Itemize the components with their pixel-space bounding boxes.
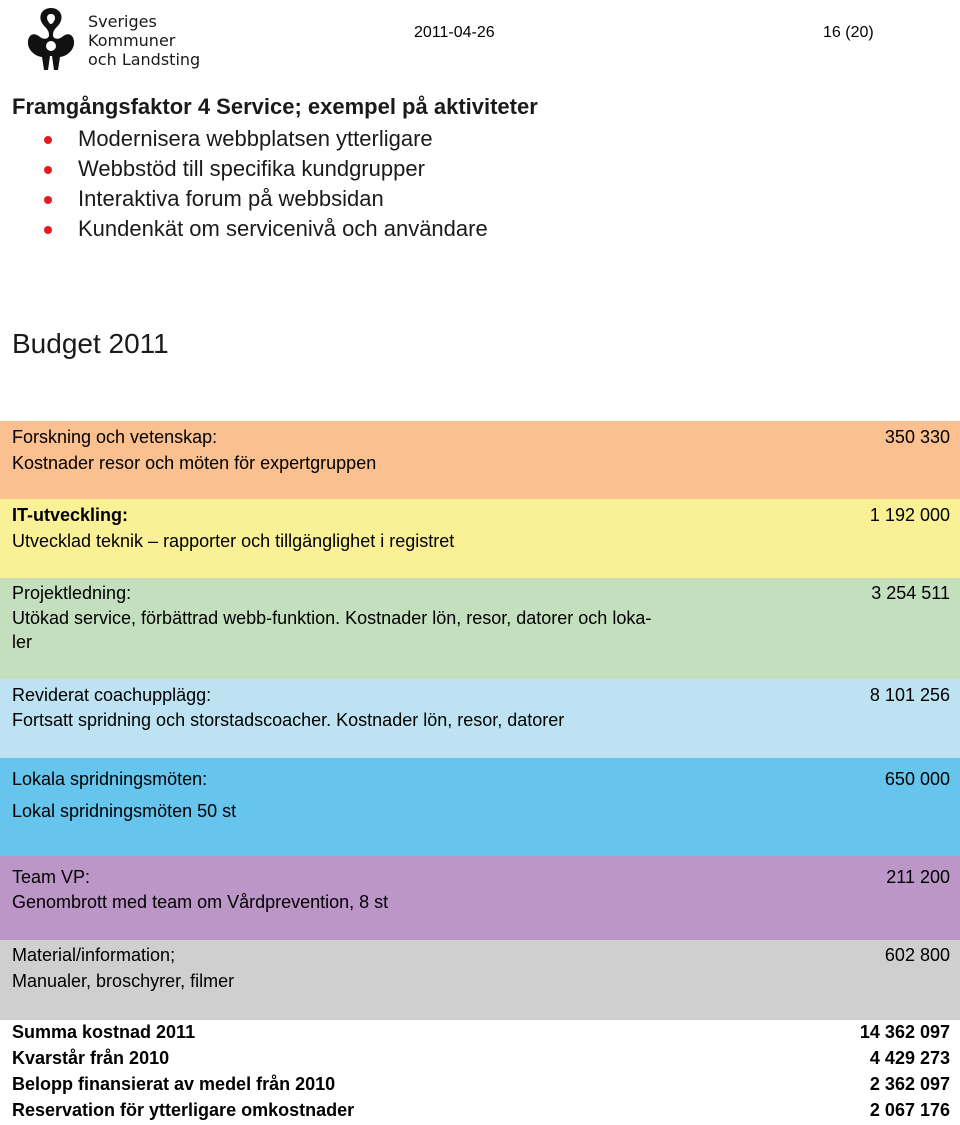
budget-item-title: Forskning och vetenskap: xyxy=(12,427,218,447)
budget-item-description: Lokal spridningsmöten 50 st xyxy=(12,801,237,821)
summary-value: 14 362 097 xyxy=(859,1022,950,1042)
budget-item-description-cont: ler xyxy=(12,632,33,652)
activity-item xyxy=(40,154,488,184)
budget-item-coachupplagg xyxy=(0,679,960,758)
activity-text: Kundenkät om servicenivå och användare xyxy=(78,216,488,241)
bullet-icon xyxy=(44,226,52,234)
summary-label: Belopp finansierat av medel från 2010 xyxy=(12,1074,336,1094)
bullet-icon xyxy=(44,196,52,204)
logo-line-3: och Landsting xyxy=(88,50,201,69)
logo-line-2: Kommuner xyxy=(88,31,176,50)
summary-label: Summa kostnad 2011 xyxy=(12,1022,196,1042)
summary-label: Kvarstår från 2010 xyxy=(12,1048,170,1068)
budget-item-description: Kostnader resor och möten för expertgruppen xyxy=(12,453,377,473)
skl-logo xyxy=(22,4,207,74)
summary-row xyxy=(0,1046,960,1072)
summary-row xyxy=(0,1020,960,1046)
summary-row xyxy=(0,1098,960,1124)
budget-item-title: Lokala spridningsmöten: xyxy=(12,769,208,789)
budget-item-amount: 350 330 xyxy=(884,427,950,447)
budget-item-title: Reviderat coachupplägg: xyxy=(12,685,212,705)
activity-item xyxy=(40,124,488,154)
activity-item xyxy=(40,184,488,214)
budget-item-amount: 3 254 511 xyxy=(871,583,950,603)
budget-item-title: Material/information; xyxy=(12,945,176,965)
bullet-icon xyxy=(44,136,52,144)
page-number: 16 (20) xyxy=(823,24,874,41)
skl-logo-wordmark xyxy=(88,12,200,69)
budget-item-description: Utökad service, förbättrad webb-funktion. Kostnader lön, resor, datorer och loka- xyxy=(12,608,652,628)
budget-item-material xyxy=(0,940,960,1020)
document-date: 2011-04-26 xyxy=(414,24,495,41)
budget-item-description: Genombrott med team om Vårdprevention, 8 st xyxy=(12,892,389,912)
summary-value: 4 429 273 xyxy=(869,1048,950,1068)
logo-line-1: Sveriges xyxy=(88,12,157,31)
budget-item-amount: 602 800 xyxy=(884,945,950,965)
budget-item-projektledning xyxy=(0,578,960,679)
page-header xyxy=(0,0,960,80)
budget-item-title: Team VP: xyxy=(12,867,91,887)
activity-text: Webbstöd till specifika kundgrupper xyxy=(78,156,425,181)
budget-item-title: Projektledning: xyxy=(12,583,132,603)
activity-list xyxy=(40,124,488,244)
bullet-icon xyxy=(44,166,52,174)
summary-value: 2 067 176 xyxy=(869,1100,950,1120)
budget-item-description: Utvecklad teknik – rapporter och tillgänglighet i registret xyxy=(12,531,455,551)
budget-item-description: Manualer, broschyrer, filmer xyxy=(12,971,235,991)
budget-item-amount: 1 192 000 xyxy=(869,505,950,525)
budget-item-team-vp xyxy=(0,856,960,940)
budget-summary xyxy=(0,1020,960,1124)
skl-logo-mark-icon xyxy=(22,4,80,74)
activity-item xyxy=(40,214,488,244)
budget-item-title: IT-utveckling: xyxy=(12,505,129,525)
summary-label: Reservation för ytterligare omkostnader xyxy=(12,1100,355,1120)
budget-item-it-utveckling xyxy=(0,499,960,578)
activity-text: Modernisera webbplatsen ytterligare xyxy=(78,126,433,151)
budget-item-amount: 8 101 256 xyxy=(869,685,950,705)
summary-value: 2 362 097 xyxy=(869,1074,950,1094)
budget-item-spridningsmoten xyxy=(0,758,960,856)
budget-item-amount: 650 000 xyxy=(884,769,950,789)
summary-row xyxy=(0,1072,960,1098)
section-heading: Framgångsfaktor 4 Service; exempel på aktiviteter xyxy=(12,94,538,119)
budget-item-forskning xyxy=(0,421,960,499)
budget-item-amount: 211 200 xyxy=(886,867,950,887)
activity-text: Interaktiva forum på webbsidan xyxy=(78,186,384,211)
budget-title: Budget 2011 xyxy=(12,328,169,359)
budget-item-description: Fortsatt spridning och storstadscoacher. Kostnader lön, resor, datorer xyxy=(12,710,565,730)
